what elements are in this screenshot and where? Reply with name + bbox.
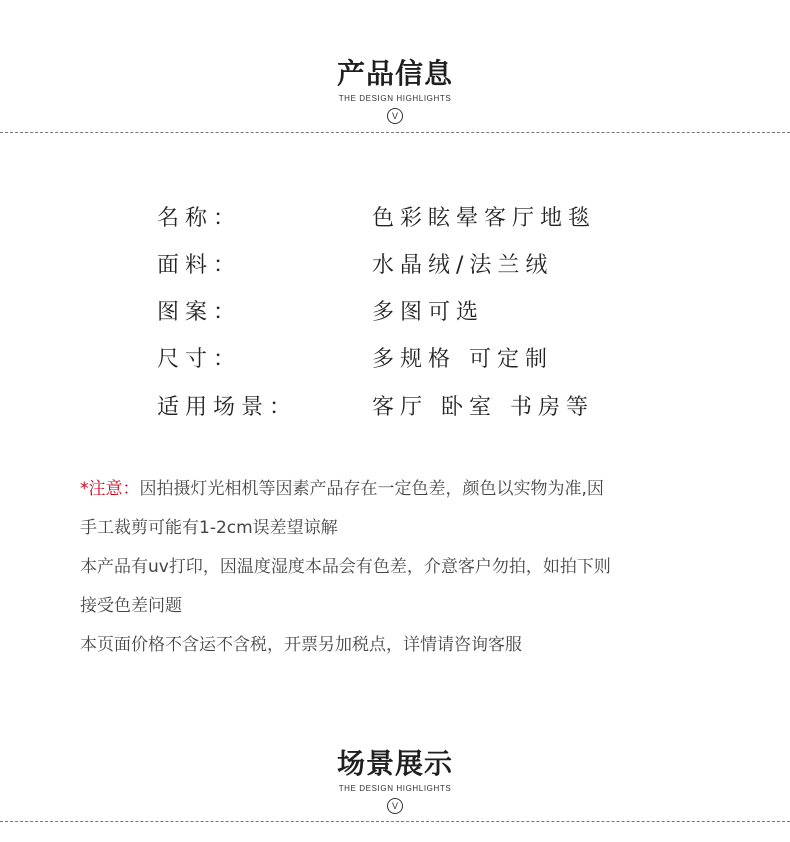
spec-value: 色彩眩晕客厅地毯 [372,206,597,231]
spec-row-fabric [0,251,790,281]
v-circle-icon: V [387,798,403,814]
note-text: 因拍摄灯光相机等因素产品存在一定色差，颜色以实物为准,因 [139,479,604,499]
scene-header [0,748,790,814]
spec-label: 图案： [157,300,242,325]
spec-label: 名称： [157,206,242,231]
spec-label: 适用场景： [157,395,298,420]
note-line: 手工裁剪可能有1-2cm误差望谅解 [80,518,338,538]
spec-value: 多规格 可定制 [372,347,553,372]
spec-label: 面料： [157,253,242,278]
note-line: 接受色差问题 [80,596,182,616]
note-line: 本页面价格不含运不含税，开票另加税点，详情请咨询客服 [80,635,522,655]
product-info-header [0,58,790,124]
note-line: 本产品有uv打印，因温度湿度本品会有色差，介意客户勿拍，如拍下则 [80,557,611,577]
spec-row-scene [0,393,790,423]
section-divider [0,132,790,133]
v-circle-icon: V [387,108,403,124]
spec-value: 水晶绒/法兰绒 [372,253,554,278]
spec-row-size [0,345,790,375]
spec-row-name [0,204,790,234]
spec-row-pattern [0,298,790,328]
product-info-title: 产品信息 [336,57,453,90]
product-info-subtitle: THE DESIGN HIGHLIGHTS [338,94,452,103]
scene-title: 场景展示 [336,747,453,780]
note-line [80,470,730,509]
note-warning-prefix: *注意： [80,479,140,499]
spec-value: 客厅 卧室 书房等 [372,395,594,420]
spec-value: 多图可选 [372,300,485,325]
section-divider [0,821,790,822]
scene-subtitle: THE DESIGN HIGHLIGHTS [338,784,452,793]
spec-label: 尺寸： [157,347,242,372]
notes-block [80,470,730,665]
